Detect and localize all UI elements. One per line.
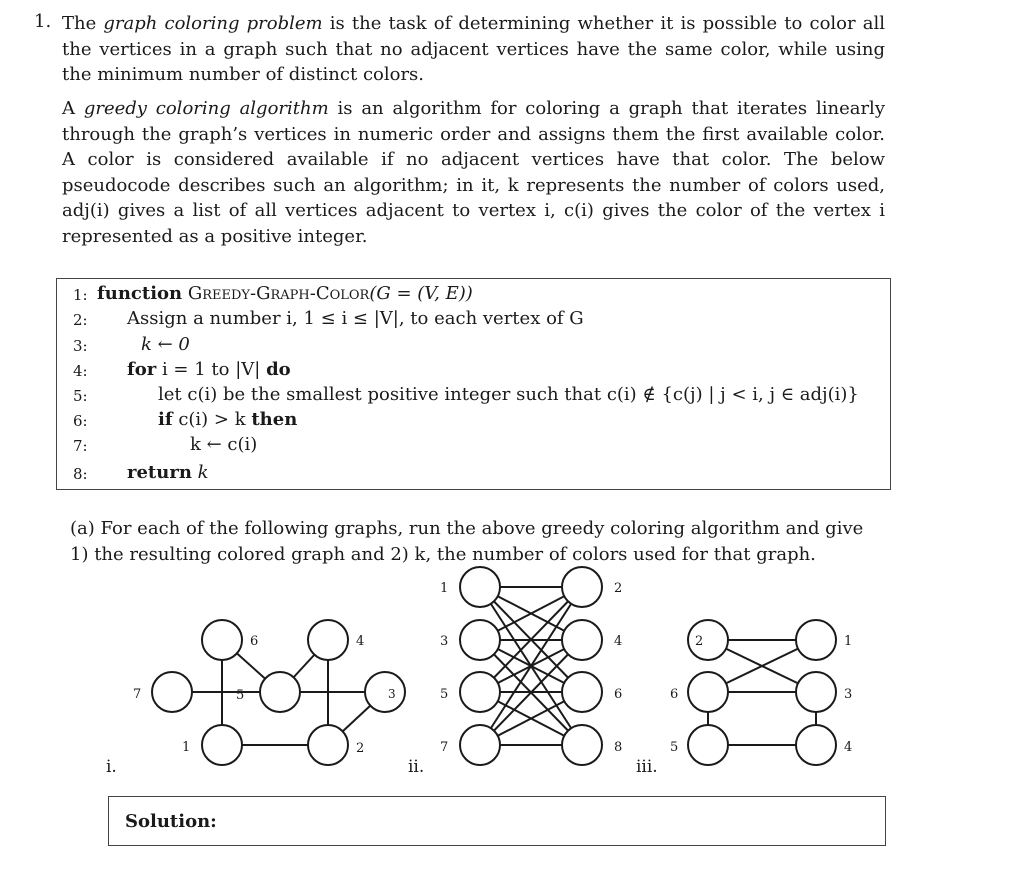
graph-ii-label-5: 5 — [440, 687, 449, 702]
graph-i-node-6 — [202, 620, 242, 660]
graph-ii-label-8: 8 — [614, 740, 623, 755]
line-number: 5: — [73, 387, 88, 405]
graph-i-label-7: 7 — [133, 687, 142, 702]
graph-iii-node-3 — [796, 672, 836, 712]
algo-line-5: let c(i) be the smallest positive integer such that c(i) ∉ {c(j) | j < i, j ∈ adj(i)} — [158, 384, 859, 405]
graph-i-label-6: 6 — [250, 634, 259, 649]
algo-line-7: k ← c(i) — [190, 434, 258, 455]
graph-i-node-4 — [308, 620, 348, 660]
graph-ii-label-7: 7 — [440, 740, 449, 755]
graph-i-node-5 — [260, 672, 300, 712]
graph-ii-node-8 — [562, 725, 602, 765]
graph-ii-roman-label: ii. — [408, 757, 425, 777]
graph-i-label-4: 4 — [356, 634, 365, 649]
problem-number: 1. — [34, 11, 52, 32]
line-number: 3: — [73, 337, 88, 355]
graph-ii-node-3 — [460, 620, 500, 660]
graph-iii-node-2 — [688, 620, 728, 660]
algo-line-4: for i = 1 to |V| do — [127, 359, 291, 380]
graph-iii-label-2: 2 — [695, 634, 704, 649]
graph-iii-roman-label: iii. — [636, 757, 658, 777]
graph-ii-label-1: 1 — [440, 581, 449, 596]
graph-ii-label-4: 4 — [614, 634, 623, 649]
graph-ii-node-4 — [562, 620, 602, 660]
line-number: 2: — [73, 311, 88, 329]
graph-i-label-2: 2 — [356, 741, 365, 756]
graph-i-node-2 — [308, 725, 348, 765]
part-a-label: (a) — [70, 518, 95, 539]
graph-ii-node-6 — [562, 672, 602, 712]
algo-line-6: if c(i) > k then — [158, 409, 298, 430]
graph-i-label-3: 3 — [388, 687, 396, 701]
graph-iii-node-4 — [796, 725, 836, 765]
graph-iii-label-1: 1 — [844, 634, 853, 649]
graph-iii-label-6: 6 — [670, 687, 679, 702]
graph-iii-node-5 — [688, 725, 728, 765]
line-number: 8: — [73, 465, 88, 483]
graph-ii-label-3: 3 — [440, 634, 449, 649]
algo-line-1: function Greedy-Graph-Color(G = (V, E)) — [97, 283, 473, 304]
graph-iii-node-6 — [688, 672, 728, 712]
algo-line-2: Assign a number i, 1 ≤ i ≤ |V|, to each vertex of G — [127, 308, 584, 329]
graph-iii-node-1 — [796, 620, 836, 660]
problem-paragraph-2: A greedy coloring algorithm is an algorithm for coloring a graph that iterates linearly through the graph’s vertices in numeric order and assigns them the first available color. A color is considered available if no adjacent vertices have that color. The below pseudocode describes such an algorithm; in it, k represents the number of colors used, adj(i) gives a list of all vertices adjacent to vertex i, c(i) gives the color of the vertex i represented as a positive integer. — [62, 98, 885, 247]
graph-i-roman-label: i. — [106, 757, 117, 777]
algo-line-8: return k — [127, 462, 209, 483]
graph-i-node-1 — [202, 725, 242, 765]
algo-line-3: k ← 0 — [141, 334, 190, 355]
graph-ii-node-2 — [562, 567, 602, 607]
graph-ii-edges — [480, 587, 582, 745]
graph-ii-node-7 — [460, 725, 500, 765]
graph-ii-label-2: 2 — [614, 581, 623, 596]
line-number: 7: — [73, 437, 88, 455]
graph-i-node-7 — [152, 672, 192, 712]
line-number: 6: — [73, 412, 88, 430]
graph-i-label-5: 5 — [236, 688, 245, 703]
graph-iii-label-3: 3 — [844, 687, 853, 702]
graph-ii-label-6: 6 — [614, 687, 623, 702]
line-number: 1: — [73, 286, 88, 304]
graph-iii-label-5: 5 — [670, 740, 679, 755]
graph-ii-node-5 — [460, 672, 500, 712]
graph-ii-node-1 — [460, 567, 500, 607]
line-number: 4: — [73, 362, 88, 380]
solution-label: Solution: — [125, 811, 217, 832]
graph-i-node-3 — [365, 672, 405, 712]
solution-box[interactable] — [108, 796, 886, 846]
part-a-text: For each of the following graphs, run the above greedy coloring algorithm and give 1) the resulting colored graph and 2) k, the number of colors used for that graph. — [70, 518, 864, 565]
problem-paragraph-1: The graph coloring problem is the task of determining whether it is possible to color all the vertices in a graph such that no adjacent vertices have the same color, while using the minimum number of distinct colors. — [62, 13, 885, 85]
graph-iii-label-4: 4 — [844, 740, 853, 755]
graph-i-label-1: 1 — [182, 740, 191, 755]
